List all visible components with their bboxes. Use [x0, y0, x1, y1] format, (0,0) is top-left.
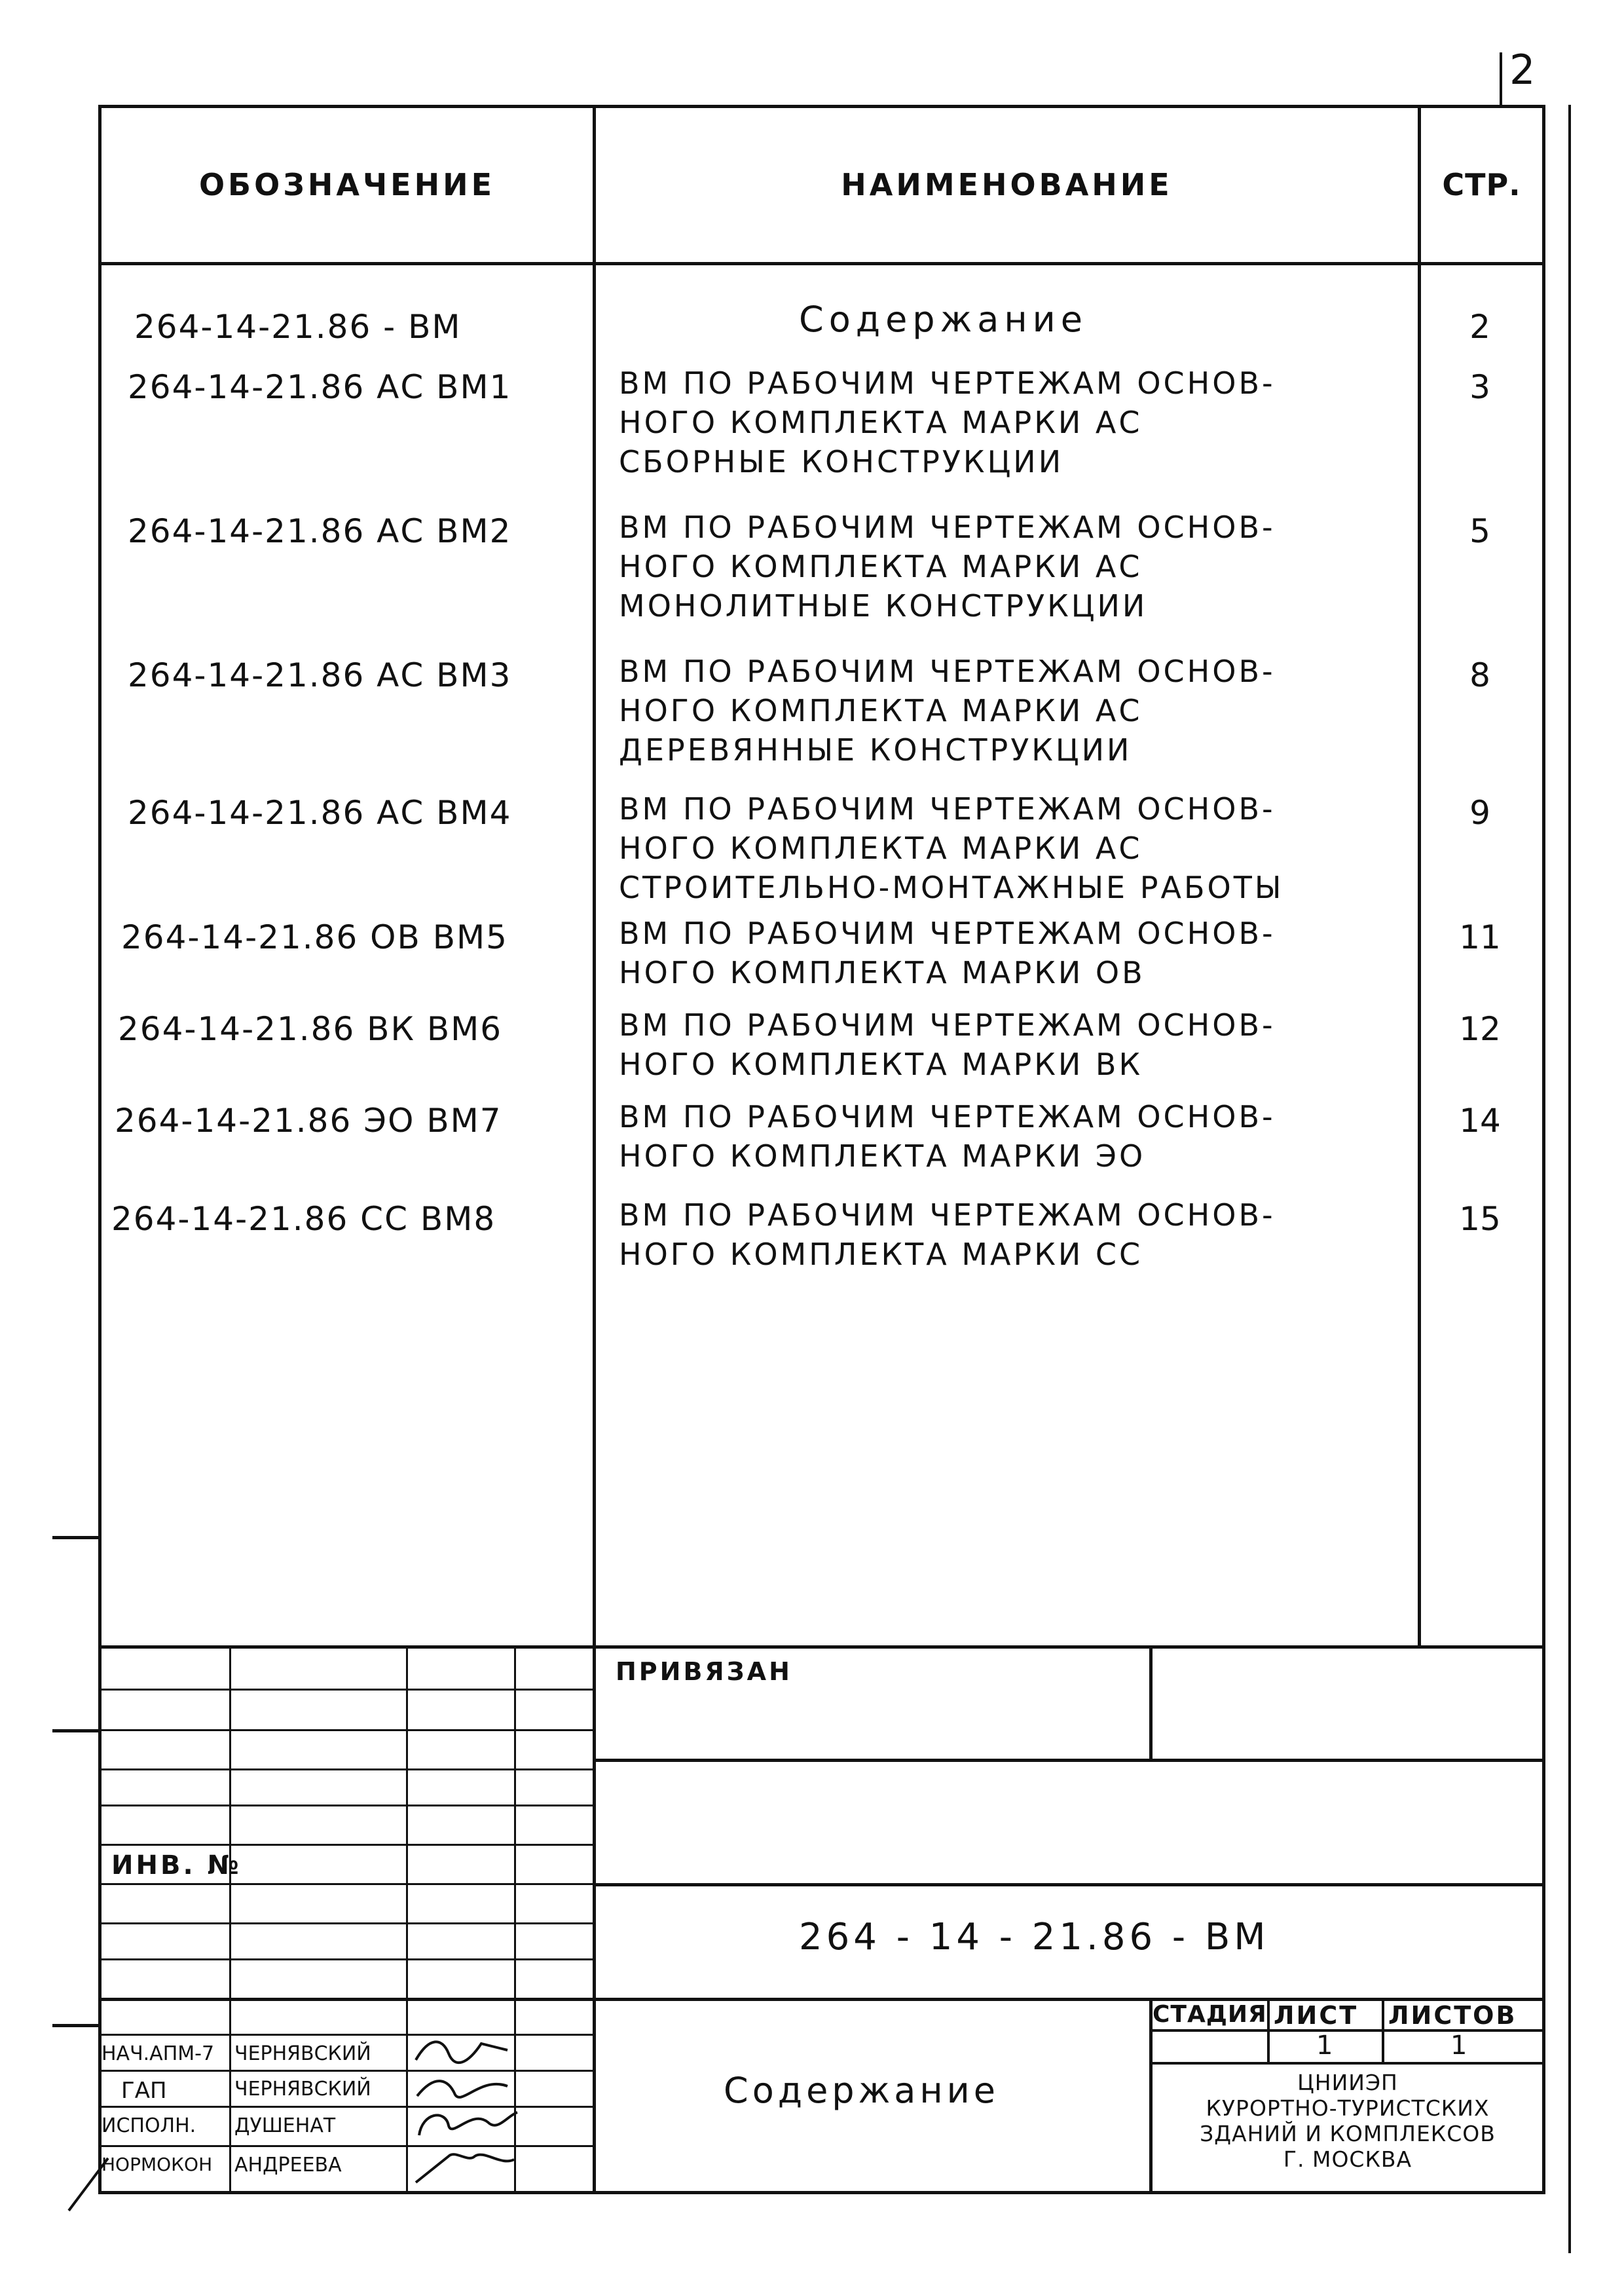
grid-line [98, 1689, 596, 1691]
org-line: Г. МОСКВА [1283, 2146, 1412, 2172]
sheets-label: ЛИСТОВ [1388, 2001, 1517, 2030]
margin-tick [52, 1536, 101, 1539]
grid-col [406, 1645, 408, 2194]
sheet-label: ЛИСТ [1274, 2001, 1359, 2030]
signature-scribble [409, 2143, 521, 2189]
document-code: 264 - 14 - 21.86 - ВМ [799, 1916, 1270, 1958]
signature-role: ИСПОЛН. [101, 2114, 196, 2137]
margin-tick [52, 1729, 101, 1732]
row-code: 264-14-21.86 АС ВМ1 [128, 368, 512, 406]
frame-top [98, 105, 1545, 108]
grid-line [98, 1729, 596, 1731]
row-name-line: НОГО КОМПЛЕКТА МАРКИ ВК [619, 1047, 1143, 1082]
org-line: ЦНИИЭП [1297, 2070, 1398, 2095]
row-name-line: ДЕРЕВЯННЫЕ КОНСТРУКЦИИ [619, 732, 1132, 768]
row-code: 264-14-21.86 АС ВМ4 [128, 794, 512, 832]
corner-slash [62, 2155, 115, 2214]
grid-line [98, 2145, 596, 2147]
frame-left [98, 105, 101, 2194]
row-name-line: ВМ ПО РАБОЧИМ ЧЕРТЕЖАМ ОСНОВ- [619, 916, 1276, 951]
signature-scribble [409, 2030, 514, 2070]
document-title: Содержание [724, 2070, 999, 2111]
grid-line [98, 1844, 596, 1846]
code-top [593, 1883, 1545, 1886]
signature-scribble [409, 2106, 521, 2145]
row-name-line: НОГО КОМПЛЕКТА МАРКИ АС [619, 831, 1143, 866]
row-page: 9 [1469, 794, 1490, 832]
row-name-line: ВМ ПО РАБОЧИМ ЧЕРТЕЖАМ ОСНОВ- [619, 510, 1276, 545]
row-code: 264-14-21.86 АС ВМ3 [128, 656, 512, 694]
row-name-line: НОГО КОМПЛЕКТА МАРКИ АС [619, 405, 1143, 440]
bound-label: ПРИВЯЗАН [616, 1657, 792, 1686]
row-code: 264-14-21.86 СС ВМ8 [111, 1200, 496, 1238]
row-name-line: ВМ ПО РАБОЧИМ ЧЕРТЕЖАМ ОСНОВ- [619, 1197, 1276, 1233]
row-code: 264-14-21.86 ВК ВМ6 [118, 1010, 503, 1048]
header-page: СТР. [1442, 167, 1521, 202]
row-code: 264-14-21.86 АС ВМ2 [128, 512, 512, 550]
row-page: 8 [1469, 656, 1490, 694]
row-page: 12 [1459, 1010, 1501, 1048]
row-code: 264-14-21.86 ОВ ВМ5 [121, 918, 508, 956]
sheet-col-left [1267, 1998, 1270, 2063]
row-page: 3 [1469, 368, 1490, 406]
row-name-line: НОГО КОМПЛЕКТА МАРКИ ОВ [619, 955, 1145, 990]
row-name-line: НОГО КОМПЛЕКТА МАРКИ ЭО [619, 1138, 1146, 1174]
row-page: 2 [1469, 308, 1490, 346]
bound-bottom [593, 1759, 1545, 1762]
grid-col [229, 1645, 231, 2194]
signature-scribble [409, 2070, 514, 2106]
grid-line [98, 1805, 596, 1806]
header-name: НАИМЕНОВАНИЕ [841, 167, 1173, 202]
row-page: 14 [1459, 1102, 1501, 1140]
column-divider-1 [593, 105, 596, 2194]
row-name-line: ВМ ПО РАБОЧИМ ЧЕРТЕЖАМ ОСНОВ- [619, 365, 1276, 401]
row-page: 11 [1459, 918, 1501, 956]
org-line: ЗДАНИЙ И КОМПЛЕКСОВ [1200, 2121, 1496, 2146]
stage-label: СТАДИЯ [1153, 2001, 1267, 2028]
row-name-line: НОГО КОМПЛЕКТА МАРКИ АС [619, 549, 1143, 584]
row-code: 264-14-21.86 - ВМ [134, 308, 462, 346]
sheet-number: 2 [1509, 46, 1536, 94]
row-page: 15 [1459, 1200, 1501, 1238]
title-block-top [98, 1645, 1545, 1649]
row-page: 5 [1469, 512, 1490, 550]
grid-line [98, 1958, 596, 1960]
row-name-line: СБОРНЫЕ КОНСТРУКЦИИ [619, 444, 1064, 479]
bound-divider [1149, 1645, 1153, 1760]
row-name-line: НОГО КОМПЛЕКТА МАРКИ АС [619, 693, 1143, 728]
row-name-line: ВМ ПО РАБОЧИМ ЧЕРТЕЖАМ ОСНОВ- [619, 1099, 1276, 1134]
right-margin-line [1568, 105, 1571, 2253]
row-name-line: ВМ ПО РАБОЧИМ ЧЕРТЕЖАМ ОСНОВ- [619, 654, 1276, 689]
sheet-col-right [1382, 1998, 1384, 2063]
grid-line [98, 2034, 596, 2036]
row-name-line: СТРОИТЕЛЬНО-МОНТАЖНЫЕ РАБОТЫ [619, 870, 1284, 905]
frame-right [1542, 105, 1545, 2194]
row-name-line: Содержание [799, 299, 1088, 340]
signature-name: АНДРЕЕВА [234, 2154, 342, 2177]
row-name-line: ВМ ПО РАБОЧИМ ЧЕРТЕЖАМ ОСНОВ- [619, 1007, 1276, 1043]
stage-value-bottom [1149, 2062, 1545, 2065]
header-separator [98, 262, 1545, 265]
sheet-value: 1 [1316, 2030, 1333, 2061]
signature-role: ГАП [121, 2078, 167, 2104]
row-code: 264-14-21.86 ЭО ВМ7 [115, 1102, 502, 1140]
signature-name: ЧЕРНЯВСКИЙ [234, 2078, 371, 2101]
signature-name: ДУШЕНАТ [234, 2114, 336, 2137]
grid-line [98, 1883, 596, 1885]
sheets-value: 1 [1450, 2030, 1467, 2061]
grid-line [98, 2070, 596, 2072]
grid-line [98, 1768, 596, 1770]
org-block [1151, 2070, 1544, 2172]
row-name-line: НОГО КОМПЛЕКТА МАРКИ СС [619, 1237, 1143, 1272]
signature-role: НОРМОКОН [101, 2154, 213, 2175]
inv-label: ИНВ. № [111, 1850, 242, 1880]
org-line: КУРОРТНО-ТУРИСТСКИХ [1206, 2095, 1490, 2121]
margin-tick [52, 2024, 101, 2027]
signature-role: НАЧ.АПМ-7 [101, 2042, 215, 2065]
signature-name: ЧЕРНЯВСКИЙ [234, 2042, 371, 2065]
row-name-line: МОНОЛИТНЫЕ КОНСТРУКЦИИ [619, 588, 1148, 624]
row-name-line: ВМ ПО РАБОЧИМ ЧЕРТЕЖАМ ОСНОВ- [619, 791, 1276, 827]
grid-line [98, 2106, 596, 2108]
grid-line [98, 1922, 596, 1924]
frame-bottom [98, 2191, 1545, 2194]
header-designation: ОБОЗНАЧЕНИЕ [198, 167, 496, 202]
sheet-number-divider [1500, 52, 1502, 105]
